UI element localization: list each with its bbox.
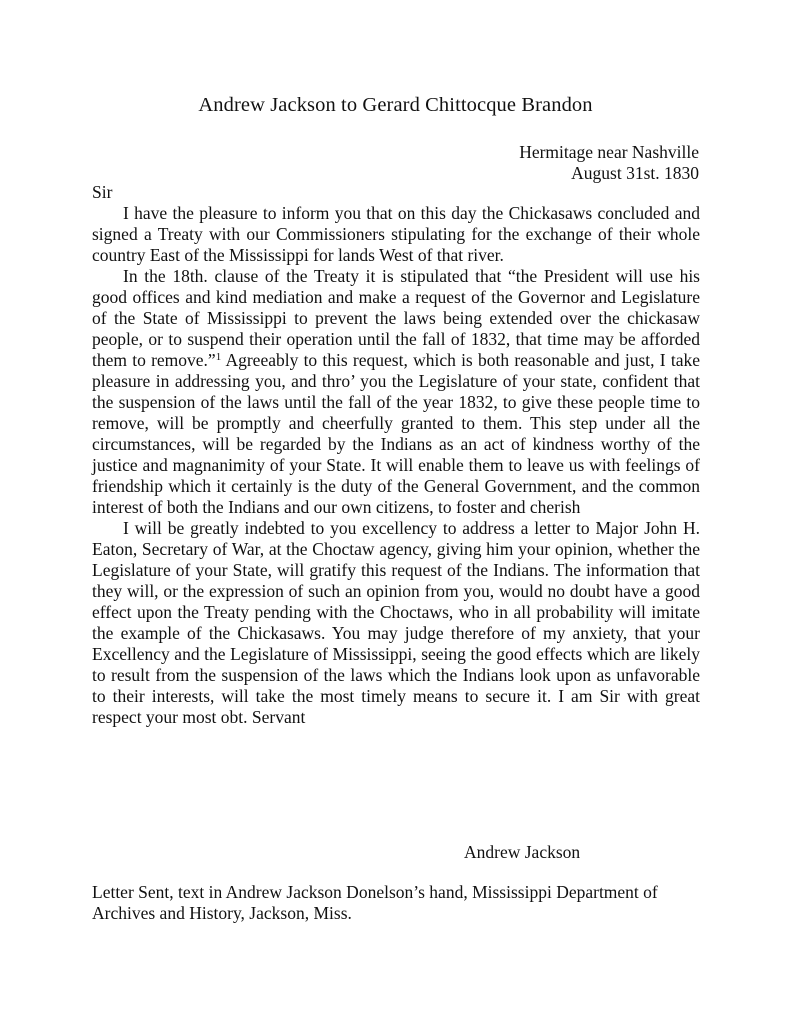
- paragraph-1: I have the pleasure to inform you that on this day the Chickasaws concluded and signed a Treaty with our Commissioners stipulating for the exchange of their whole country East of the Mississippi for lands West of that river.: [92, 203, 700, 265]
- salutation: Sir: [92, 182, 113, 202]
- document-title: Andrew Jackson to Gerard Chittocque Brandon: [198, 94, 593, 116]
- letter-place: Hermitage near Nashville: [519, 142, 699, 162]
- source-note: Letter Sent, text in Andrew Jackson Donelson’s hand, Mississippi Department of Archives and History, Jackson, Miss.: [92, 882, 658, 923]
- letter-date: August 31st. 1830: [571, 163, 699, 183]
- letter-heading: [519, 142, 699, 184]
- footnote-marker: 1: [215, 351, 222, 363]
- paragraph-2-part-2: Agreeably to this request, which is both reasonable and just, I take pleasure in addressing you, and thro’ you the Legislature of your state, confident that the suspension of the laws until the fall of the year 1832, to give these people time to remove, will be promptly and cheerfully granted to them. This step under all the circumstances, will be regarded by the Indians as an act of kindness worthy of the justice and magnanimity of your State. It will enable them to leave us with feelings of friendship which it certainly is the duty of the General Government, and the common interest of both the Indians and our own citizens, to foster and cherish: [92, 350, 700, 517]
- letter-body: [92, 182, 700, 728]
- paragraph-2-part-1: In the 18th. clause of the Treaty it is stipulated that “the President will use his good offices and kind mediation and make a request of the Governor and Legislature of the State of Mississippi to prevent the laws being extended over the chickasaw people, or to suspend their operation until the fall of 1832, that time may be afforded them to remove.”: [92, 266, 700, 370]
- paragraph-2: [92, 266, 700, 518]
- paragraph-3: I will be greatly indebted to you excellency to address a letter to Major John H. Eaton, Secretary of War, at the Choctaw agency, giving him your opinion, whether the Legislature of your State, will gratify this request of the Indians. The information that they will, or the expression of such an opinion from you, would no doubt have a good effect upon the Treaty pending with the Choctaws, who in all probability will imitate the example of the Chickasaws. You may judge therefore of my anxiety, that your Excellency and the Legislature of Mississippi, seeing the good effects which are likely to result from the suspension of the laws which the Indians look upon as unfavorable to their interests, will take the most timely means to secure it. I am Sir with great respect your most obt. Servant: [92, 518, 700, 727]
- signature: Andrew Jackson: [464, 842, 581, 862]
